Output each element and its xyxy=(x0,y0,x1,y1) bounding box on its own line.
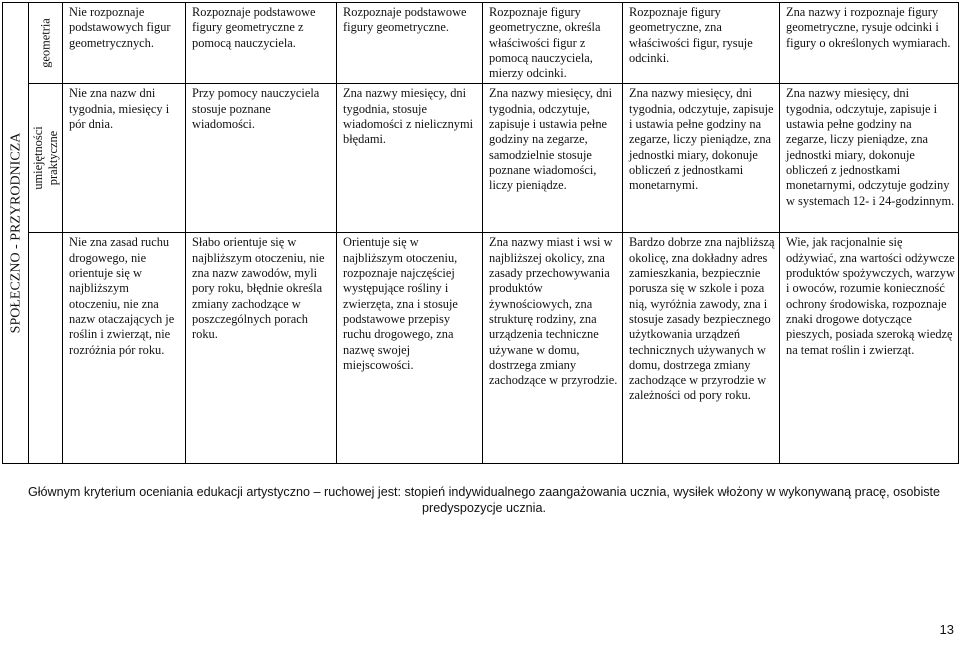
cell-text: Zna nazwy miesięcy, dni tygodnia, odczytuje, zapisuje i ustawia pełne godziny na zegarze, samodzielnie stosuje poznane wiadomości, liczy pieniądze. xyxy=(489,86,613,193)
table-cell xyxy=(623,233,780,464)
cell-text: Nie zna nazw dni tygodnia, miesięcy i pór dnia. xyxy=(69,86,170,132)
table-cell xyxy=(483,233,623,464)
table-cell xyxy=(337,3,483,84)
cell-text: Zna nazwy miesięcy, dni tygodnia, odczytuje, zapisuje i ustawia pełne godziny na zegarze, liczy pieniądze, zna jednostki miary, dokonuje obliczeń z jednostkami monetarnymi. xyxy=(629,86,774,193)
cell-text: Nie zna zasad ruchu drogowego, nie orientuje się w najbliższym otoczeniu, nie zna nazw otaczających je roślin i zwierząt, nie rozróżnia pór roku. xyxy=(69,235,175,357)
table-row-practical-skills xyxy=(3,84,959,233)
table-cell xyxy=(63,84,186,233)
cell-text: Zna nazwy miesięcy, dni tygodnia, odczytuje, zapisuje i ustawia pełne godziny na zegarze, liczy pieniądze, zna jednostki miary, dokonuje obliczeń z jednostkami monetarnymi, odczytuje godziny w systemach 12- i 24-godzinnym. xyxy=(786,86,955,208)
row-label-cell xyxy=(29,3,63,84)
table-cell xyxy=(186,233,337,464)
cell-text: Wie, jak racjonalnie się odżywiać, zna wartości odżywcze produktów spożywczych, warzyw i owoców, rozumie konieczność ochrony środowiska, rozpoznaje znaki drogowe dotyczące pieszych, posiada szeroką wiedzę na temat roślin i zwierząt. xyxy=(786,235,955,357)
table-cell xyxy=(623,84,780,233)
table-cell xyxy=(623,3,780,84)
cell-text: Rozpoznaje podstawowe figury geometryczne. xyxy=(343,5,467,35)
page-number: 13 xyxy=(939,622,954,637)
section-label: SPOŁECZNO - PRZYRODNICZA xyxy=(8,132,23,334)
table-row-geometry xyxy=(3,3,959,84)
table-cell xyxy=(63,3,186,84)
cell-text: Bardzo dobrze zna najbliższą okolicę, zna dokładny adres zamieszkania, bezpiecznie porusza się w szkole i poza nią, wyróżnia zawody, zna i stosuje zasady bezpiecznego użytkowania urządzeń technicznych używanych w domu, dostrzega zmiany zachodzące w przyrodzie w zależności od pory roku. xyxy=(629,235,775,403)
cell-text: Zna nazwy miast i wsi w najbliższej okolicy, zna zasady przechowywania produktów żywnościowych, zna strukturę rodziny, zna urządzenia techniczne używane w domu, dostrzega zmiany zachodzące w przyrodzie. xyxy=(489,235,618,388)
row-label-practical-skills: umiejętności praktyczne xyxy=(30,126,60,191)
table-cell xyxy=(337,84,483,233)
row-label-cell xyxy=(29,233,63,464)
assessment-footer-note: Głównym kryterium oceniania edukacji artystyczno – ruchowej jest: stopień indywidualnego zaangażowania ucznia, wysiłek włożony w wykonywaną pracę, osobiste predyspozycje ucznia. xyxy=(27,485,941,515)
cell-text: Rozpoznaje figury geometryczne, określa właściwości figur z pomocą nauczyciela, mierzy odcinki. xyxy=(489,5,601,81)
table-cell xyxy=(780,233,959,464)
table-cell xyxy=(63,233,186,464)
cell-text: Przy pomocy nauczyciela stosuje poznane wiadomości. xyxy=(192,86,320,132)
table-cell xyxy=(483,84,623,233)
table-cell xyxy=(483,3,623,84)
table-cell xyxy=(186,84,337,233)
assessment-criteria-table xyxy=(2,2,959,464)
row-label-cell xyxy=(29,84,63,233)
table-cell xyxy=(780,3,959,84)
cell-text: Słabo orientuje się w najbliższym otoczeniu, nie zna nazw zawodów, myli pory roku, błędnie określa zmiany zachodzące w poszczególnych porach roku. xyxy=(192,235,325,342)
cell-text: Zna nazwy miesięcy, dni tygodnia, stosuje wiadomości z nielicznymi błędami. xyxy=(343,86,474,147)
cell-text: Nie rozpoznaje podstawowych figur geometrycznych. xyxy=(69,5,171,50)
table-cell xyxy=(337,233,483,464)
section-label-cell xyxy=(3,3,29,464)
table-row-environment xyxy=(3,233,959,464)
table-cell xyxy=(780,84,959,233)
cell-text: Rozpoznaje podstawowe figury geometryczne z pomocą nauczyciela. xyxy=(192,5,316,50)
cell-text: Rozpoznaje figury geometryczne, zna właściwości figur, rysuje odcinki. xyxy=(629,5,753,65)
cell-text: Zna nazwy i rozpoznaje figury geometryczne, rysuje odcinki i figury o określonych wymiarach. xyxy=(786,5,951,50)
table-cell xyxy=(186,3,337,84)
row-label-geometry: geometria xyxy=(38,18,52,69)
cell-text: Orientuje się w najbliższym otoczeniu, rozpoznaje najczęściej występujące rośliny i zwierzęta, zna i stosuje podstawowe przepisy ruchu drogowego, zna nazwę swojej miejscowości. xyxy=(343,235,458,372)
